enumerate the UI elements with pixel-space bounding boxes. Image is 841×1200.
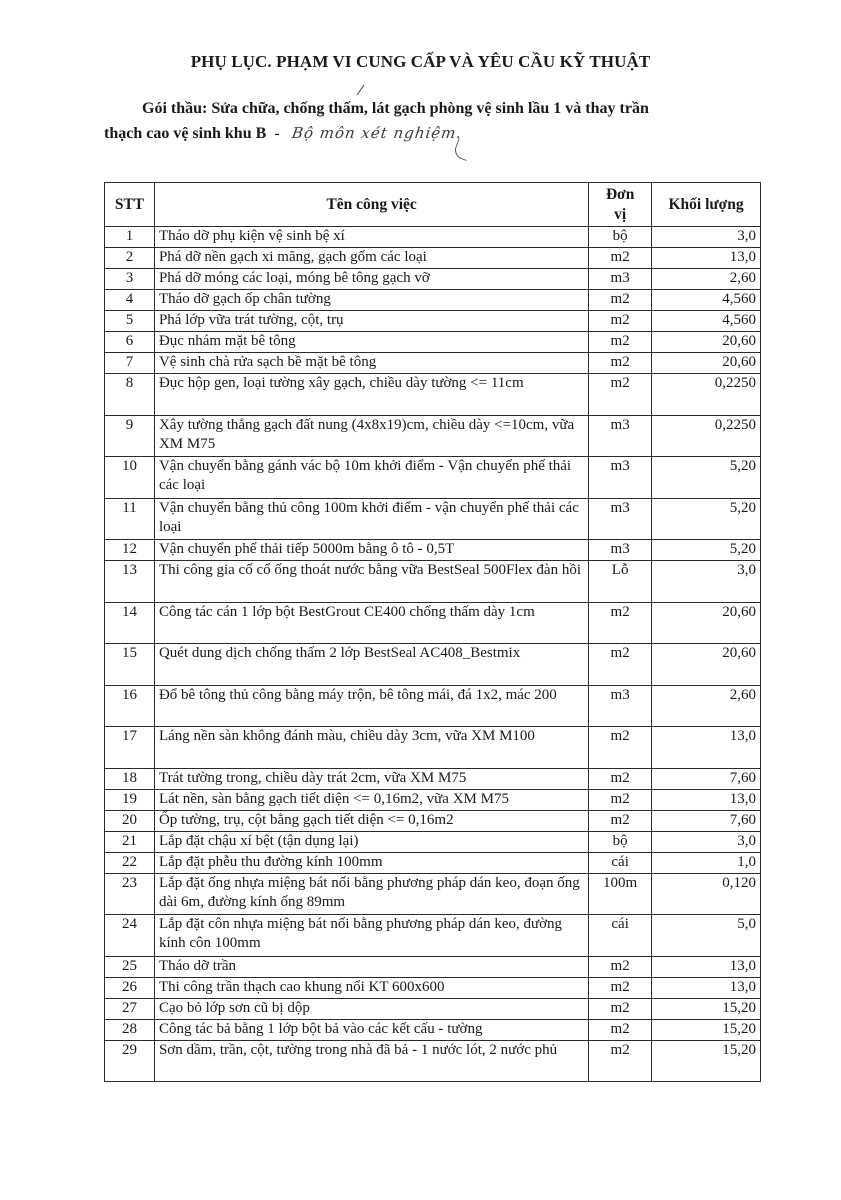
row-quantity: 15,20	[652, 1019, 761, 1040]
row-quantity: 20,60	[652, 332, 761, 353]
handwritten-note: Bộ môn xét nghiệm.	[290, 124, 464, 142]
row-unit: m3	[589, 685, 652, 727]
table-row	[105, 768, 761, 789]
row-unit: m2	[589, 998, 652, 1019]
package-description	[104, 97, 764, 146]
package-line-1: Gói thầu: Sửa chữa, chống thấm, lát gạch phòng vệ sinh lầu 1 và thay trần	[142, 100, 649, 117]
row-stt: 19	[105, 789, 155, 810]
row-quantity: 5,0	[652, 915, 761, 957]
row-task-name: Vận chuyển bằng gánh vác bộ 10m khởi điểm - Vận chuyển phế thải các loại	[154, 457, 588, 499]
row-stt: 4	[105, 290, 155, 311]
row-task-name: Phá lớp vữa trát tường, cột, trụ	[154, 311, 588, 332]
row-task-name: Xây tường thẳng gạch đất nung (4x8x19)cm, chiều dày <=10cm, vữa XM M75	[154, 415, 588, 457]
row-stt: 16	[105, 685, 155, 727]
header-stt: STT	[105, 183, 155, 227]
row-stt: 3	[105, 269, 155, 290]
row-quantity: 3,0	[652, 831, 761, 852]
row-stt: 21	[105, 831, 155, 852]
work-scope-table	[104, 182, 761, 1082]
table-row	[105, 415, 761, 457]
package-dash: -	[274, 125, 280, 142]
row-task-name: Vệ sinh chà rửa sạch bề mặt bê tông	[154, 353, 588, 374]
row-unit: m2	[589, 768, 652, 789]
row-stt: 18	[105, 768, 155, 789]
row-unit: m2	[589, 727, 652, 769]
row-stt: 28	[105, 1019, 155, 1040]
row-task-name: Sơn dầm, trần, cột, tường trong nhà đã bả - 1 nước lót, 2 nước phủ	[154, 1040, 588, 1082]
row-task-name: Đục nhám mặt bê tông	[154, 332, 588, 353]
row-task-name: Đổ bê tông thủ công bằng máy trộn, bê tông mái, đá 1x2, mác 200	[154, 685, 588, 727]
row-unit: m2	[589, 248, 652, 269]
row-quantity: 0,2250	[652, 415, 761, 457]
table-row	[105, 1019, 761, 1040]
row-stt: 2	[105, 248, 155, 269]
row-stt: 27	[105, 998, 155, 1019]
table-row	[105, 915, 761, 957]
row-stt: 8	[105, 374, 155, 416]
header-quantity: Khối lượng	[652, 183, 761, 227]
row-quantity: 5,20	[652, 540, 761, 561]
table-row	[105, 810, 761, 831]
table-row	[105, 727, 761, 769]
row-unit: m3	[589, 498, 652, 540]
row-task-name: Ốp tường, trụ, cột bằng gạch tiết diện <= 0,16m2	[154, 810, 588, 831]
table-row	[105, 685, 761, 727]
row-unit: bộ	[589, 227, 652, 248]
row-task-name: Cạo bỏ lớp sơn cũ bị dộp	[154, 998, 588, 1019]
table-row	[105, 1040, 761, 1082]
row-stt: 29	[105, 1040, 155, 1082]
row-quantity: 3,0	[652, 561, 761, 603]
row-quantity: 3,0	[652, 227, 761, 248]
row-task-name: Quét dung dịch chống thấm 2 lớp BestSeal AC408_Bestmix	[154, 644, 588, 686]
row-task-name: Tháo dỡ phụ kiện vệ sinh bệ xí	[154, 227, 588, 248]
table-row	[105, 269, 761, 290]
row-unit: m2	[589, 290, 652, 311]
row-unit: Lỗ	[589, 561, 652, 603]
row-stt: 17	[105, 727, 155, 769]
row-quantity: 13,0	[652, 727, 761, 769]
row-task-name: Công tác cán 1 lớp bột BestGrout CE400 chống thấm dày 1cm	[154, 602, 588, 644]
row-stt: 5	[105, 311, 155, 332]
table-row	[105, 374, 761, 416]
row-quantity: 4,560	[652, 290, 761, 311]
row-unit: m2	[589, 353, 652, 374]
row-task-name: Lắp đặt chậu xí bệt (tận dụng lại)	[154, 831, 588, 852]
row-stt: 26	[105, 977, 155, 998]
row-stt: 24	[105, 915, 155, 957]
row-task-name: Đục hộp gen, loại tường xây gạch, chiều dày tường <= 11cm	[154, 374, 588, 416]
row-quantity: 0,2250	[652, 374, 761, 416]
row-stt: 11	[105, 498, 155, 540]
table-row	[105, 873, 761, 915]
table-row	[105, 332, 761, 353]
table-row	[105, 831, 761, 852]
row-quantity: 20,60	[652, 353, 761, 374]
row-unit: m2	[589, 810, 652, 831]
row-quantity: 5,20	[652, 498, 761, 540]
row-unit: m2	[589, 644, 652, 686]
row-stt: 20	[105, 810, 155, 831]
row-unit: m2	[589, 1019, 652, 1040]
row-quantity: 20,60	[652, 644, 761, 686]
table-row	[105, 852, 761, 873]
row-quantity: 13,0	[652, 789, 761, 810]
row-quantity: 13,0	[652, 956, 761, 977]
row-stt: 10	[105, 457, 155, 499]
row-task-name: Tháo dỡ gạch ốp chân tường	[154, 290, 588, 311]
row-task-name: Phá dỡ móng các loại, móng bê tông gạch vỡ	[154, 269, 588, 290]
table-row	[105, 644, 761, 686]
row-unit: m2	[589, 1040, 652, 1082]
row-unit: m3	[589, 415, 652, 457]
row-quantity: 20,60	[652, 602, 761, 644]
table-row	[105, 498, 761, 540]
row-task-name: Lắp đặt phễu thu đường kính 100mm	[154, 852, 588, 873]
header-unit: Đơn vị	[589, 183, 652, 227]
row-quantity: 7,60	[652, 810, 761, 831]
row-task-name: Tháo dỡ trần	[154, 956, 588, 977]
row-task-name: Lắp đặt côn nhựa miệng bát nối bằng phương pháp dán keo, đường kính côn 100mm	[154, 915, 588, 957]
row-stt: 25	[105, 956, 155, 977]
row-unit: m3	[589, 540, 652, 561]
row-stt: 23	[105, 873, 155, 915]
row-stt: 6	[105, 332, 155, 353]
package-line-2-text: thạch cao vệ sinh khu B	[104, 125, 267, 142]
row-task-name: Trát tường trong, chiều dày trát 2cm, vữa XM M75	[154, 768, 588, 789]
row-quantity: 13,0	[652, 248, 761, 269]
row-quantity: 15,20	[652, 998, 761, 1019]
row-unit: m2	[589, 374, 652, 416]
row-quantity: 5,20	[652, 457, 761, 499]
row-quantity: 7,60	[652, 768, 761, 789]
row-quantity: 1,0	[652, 852, 761, 873]
table-row	[105, 998, 761, 1019]
row-task-name: Phá dỡ nền gạch xi măng, gạch gốm các loại	[154, 248, 588, 269]
package-line-2	[104, 121, 764, 146]
row-quantity: 2,60	[652, 269, 761, 290]
table-row	[105, 540, 761, 561]
row-unit: cái	[589, 915, 652, 957]
row-quantity: 4,560	[652, 311, 761, 332]
row-quantity: 13,0	[652, 977, 761, 998]
row-stt: 14	[105, 602, 155, 644]
handwritten-tick-mark	[357, 85, 365, 95]
row-quantity: 0,120	[652, 873, 761, 915]
table-row	[105, 457, 761, 499]
row-task-name: Vận chuyển phế thải tiếp 5000m bằng ô tô - 0,5T	[154, 540, 588, 561]
row-stt: 15	[105, 644, 155, 686]
row-quantity: 2,60	[652, 685, 761, 727]
row-quantity: 15,20	[652, 1040, 761, 1082]
table-row	[105, 290, 761, 311]
row-unit: bộ	[589, 831, 652, 852]
row-unit: m2	[589, 956, 652, 977]
row-stt: 13	[105, 561, 155, 603]
row-unit: m3	[589, 269, 652, 290]
table-row	[105, 956, 761, 977]
row-task-name: Thi công gia cố cổ ống thoát nước bằng vữa BestSeal 500Flex đàn hồi	[154, 561, 588, 603]
row-task-name: Láng nền sàn không đánh màu, chiều dày 3cm, vữa XM M100	[154, 727, 588, 769]
row-task-name: Vận chuyển bằng thủ công 100m khởi điểm - vận chuyển phế thải các loại	[154, 498, 588, 540]
row-unit: m2	[589, 332, 652, 353]
row-task-name: Công tác bả bằng 1 lớp bột bả vào các kết cấu - tường	[154, 1019, 588, 1040]
row-task-name: Lát nền, sàn bằng gạch tiết diện <= 0,16m2, vữa XM M75	[154, 789, 588, 810]
table-row	[105, 602, 761, 644]
page-title: PHỤ LỤC. PHẠM VI CUNG CẤP VÀ YÊU CẦU KỸ THUẬT	[190, 52, 651, 71]
table-row	[105, 353, 761, 374]
row-unit: cái	[589, 852, 652, 873]
row-task-name: Thi công trần thạch cao khung nổi KT 600x600	[154, 977, 588, 998]
header-name: Tên công việc	[154, 183, 588, 227]
table-row	[105, 561, 761, 603]
table-row	[105, 977, 761, 998]
row-stt: 1	[105, 227, 155, 248]
row-unit: m2	[589, 977, 652, 998]
row-stt: 9	[105, 415, 155, 457]
row-stt: 7	[105, 353, 155, 374]
row-unit: m2	[589, 602, 652, 644]
row-unit: m2	[589, 789, 652, 810]
table-header-row	[105, 183, 761, 227]
row-stt: 22	[105, 852, 155, 873]
table-row	[105, 248, 761, 269]
table-row	[105, 227, 761, 248]
table-row	[105, 311, 761, 332]
table-body	[105, 227, 761, 1082]
row-task-name: Lắp đặt ống nhựa miệng bát nối bằng phương pháp dán keo, đoạn ống dài 6m, đường kính ống 89mm	[154, 873, 588, 915]
table-row	[105, 789, 761, 810]
row-stt: 12	[105, 540, 155, 561]
row-unit: 100m	[589, 873, 652, 915]
row-unit: m3	[589, 457, 652, 499]
row-unit: m2	[589, 311, 652, 332]
